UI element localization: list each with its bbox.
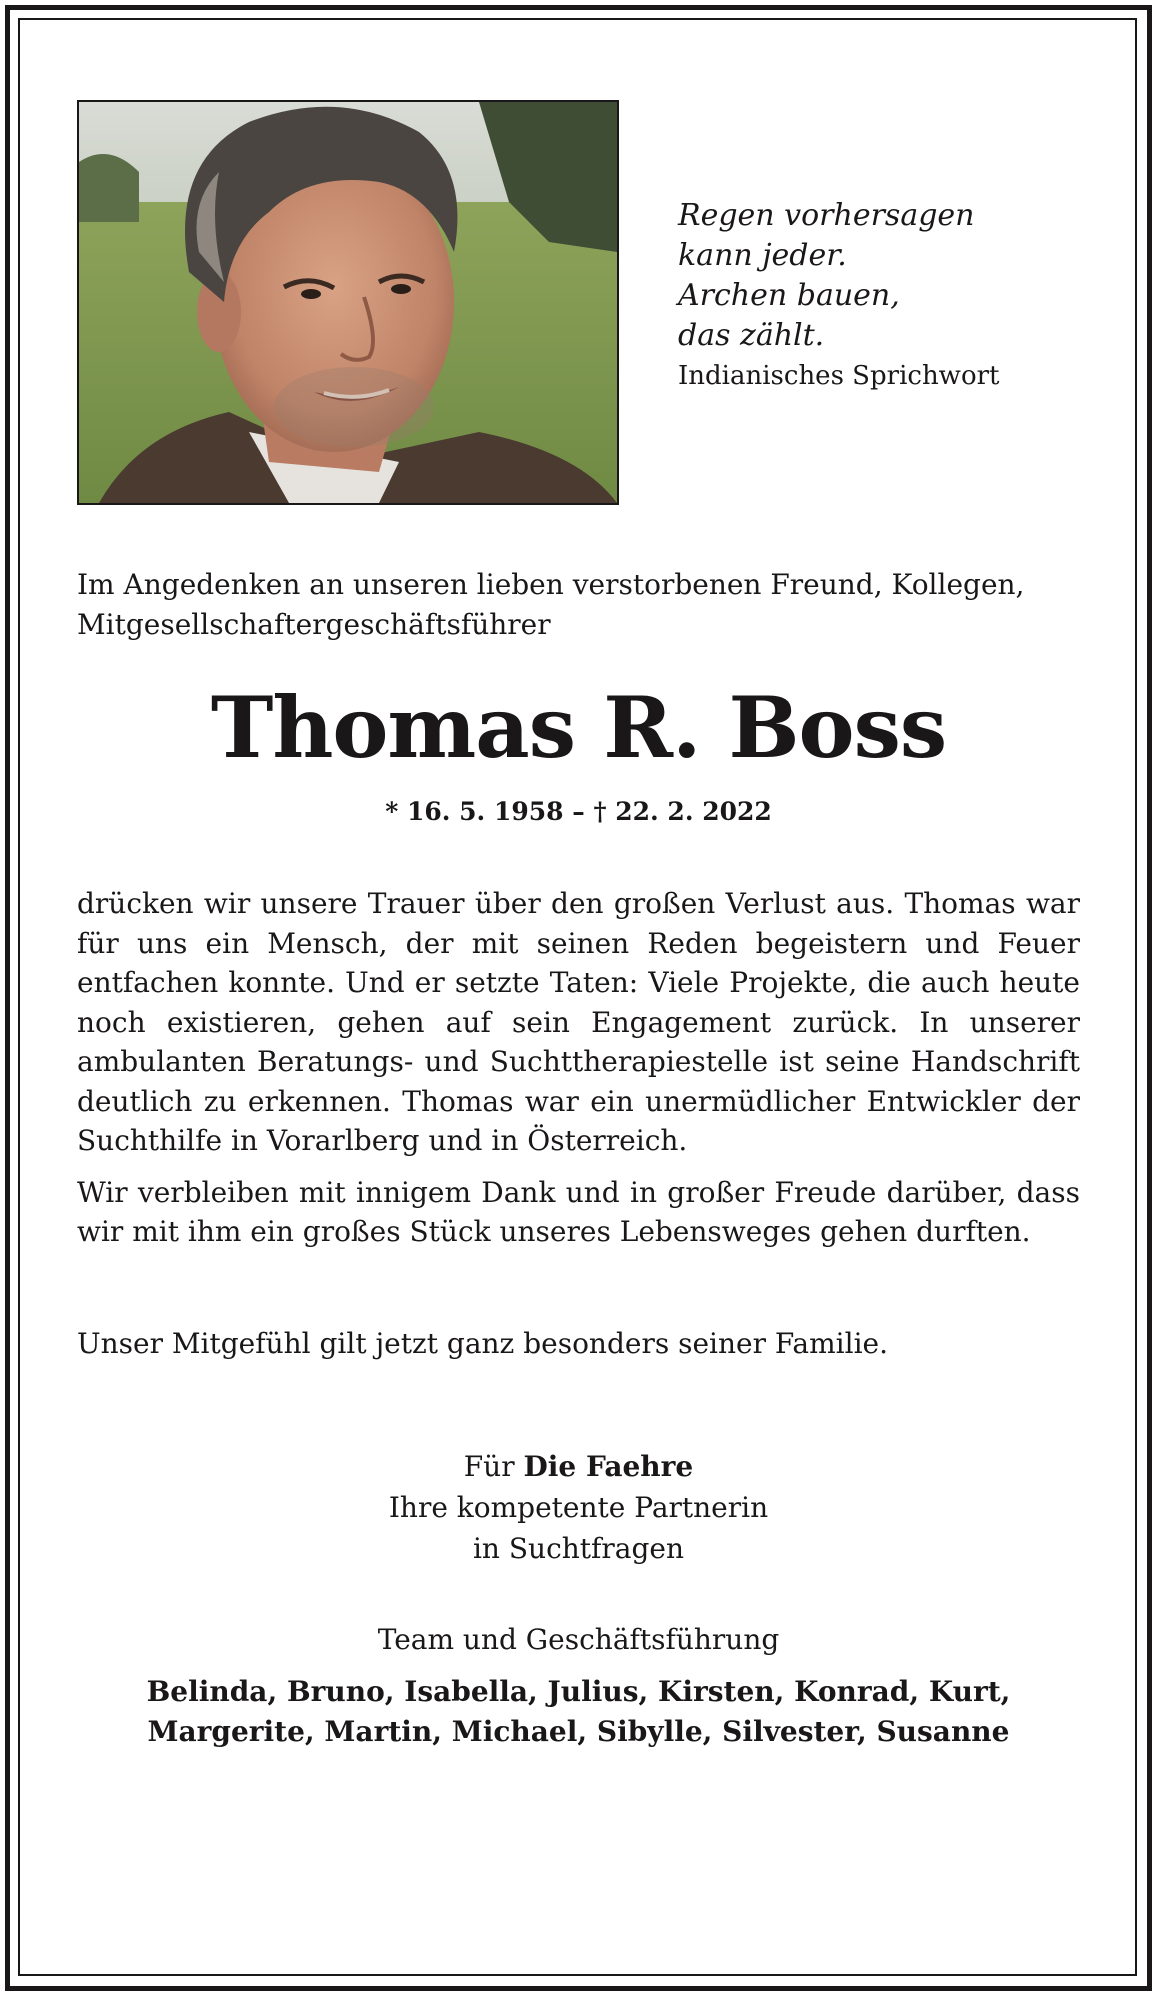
body-paragraph: Wir verbleiben mit innigem Dank und in großer Freude darüber, dass wir mit ihm ein großes Stück unseres Lebensweges gehen durften. <box>77 1175 1080 1248</box>
portrait-illustration <box>79 102 617 503</box>
intro-line: Mitgesellschaftergeschäftsführer <box>77 608 551 641</box>
names-line: Belinda, Bruno, Isabella, Julius, Kirsten, Konrad, Kurt, <box>146 1675 1011 1708</box>
quote-block <box>678 196 1078 396</box>
signoff-org-line <box>77 1446 1080 1487</box>
quote-line: das zählt. <box>678 318 825 353</box>
closing-line: Unser Mitgefühl gilt jetzt ganz besonders seiner Familie. <box>77 1327 889 1360</box>
signoff-block <box>77 1446 1080 1569</box>
for-prefix: Für <box>463 1450 515 1483</box>
tagline-line: in Suchtfragen <box>472 1532 685 1565</box>
portrait-photo <box>77 100 619 505</box>
quote-line: Regen vorhersagen <box>678 198 975 233</box>
organization-name: Die Faehre <box>523 1450 694 1483</box>
quote-line: Archen bauen, <box>678 278 900 313</box>
team-names <box>77 1672 1080 1752</box>
tagline-line: Ihre kompetente Partnerin <box>388 1491 769 1524</box>
quote-line: kann jeder. <box>678 238 847 273</box>
team-label: Team und Geschäftsführung <box>377 1623 780 1656</box>
deceased-name: Thomas R. Boss <box>210 678 947 777</box>
intro-line: Im Angedenken an unseren lieben verstorbenen Freund, Kollegen, <box>77 568 1025 601</box>
names-line: Margerite, Martin, Michael, Sibylle, Silvester, Susanne <box>147 1715 1010 1748</box>
quote-source: Indianisches Sprichwort <box>678 361 1000 391</box>
life-dates: * 16. 5. 1958 – † 22. 2. 2022 <box>385 797 772 826</box>
intro-text <box>77 565 1080 645</box>
body-paragraph: drücken wir unsere Trauer über den großen Verlust aus. Thomas war für uns ein Mensch, der mit seinen Reden begeistern und Feuer entfachen konnte. Und er setzte Taten: Viele Projekte, die auch heute noch existieren, gehen auf sein Engagement zurück. In unserer ambulanten Beratungs- und Suchttherapiestelle ist seine Handschrift deutlich zu erkennen. Thomas war ein unermüdlicher Entwickler der Suchthilfe in Vorarlberg und in Österreich. <box>77 887 1080 1157</box>
body-text <box>77 884 1080 1252</box>
